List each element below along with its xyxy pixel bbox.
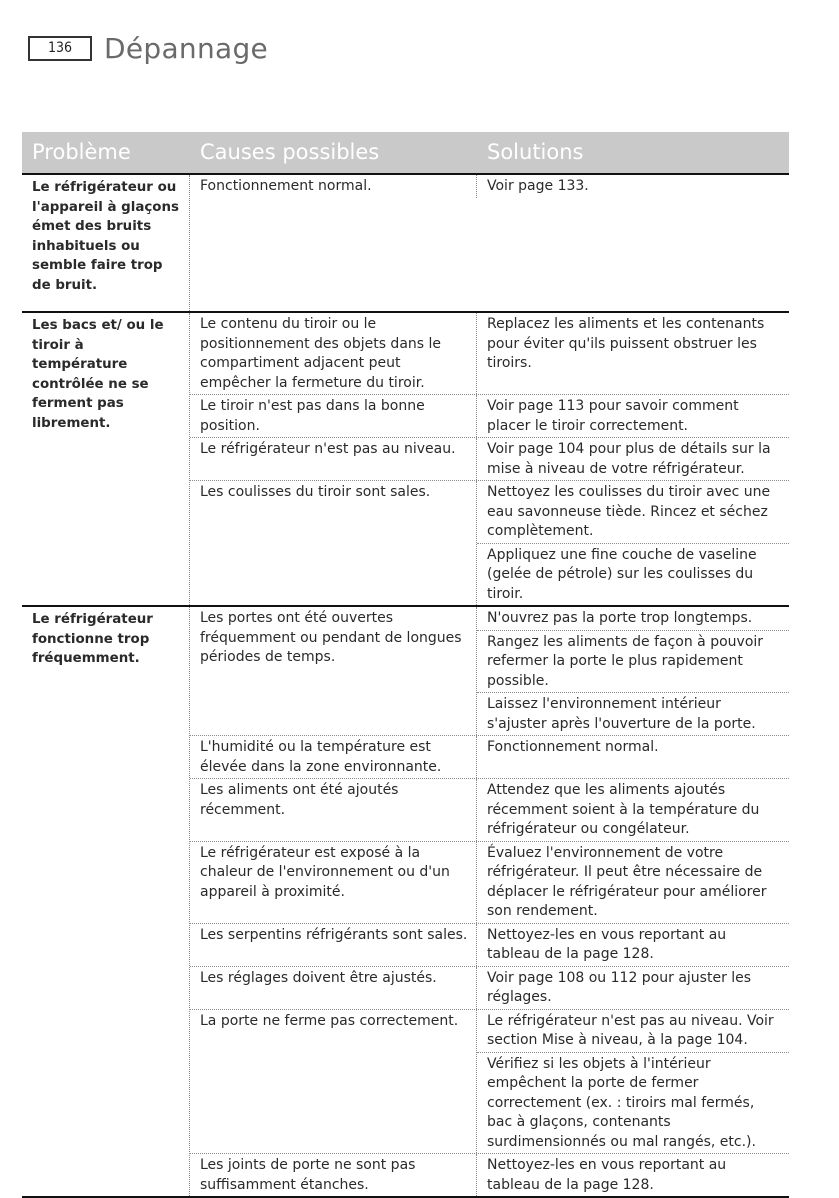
- solution-text: Nettoyez-les en vous reportant au tableau de la page 128.: [487, 1157, 727, 1193]
- header-problem: Problème: [32, 140, 131, 164]
- cause-row: [190, 394, 789, 437]
- cause-row: [190, 607, 789, 735]
- table-header: [22, 132, 789, 175]
- solution-text: N'ouvrez pas la porte trop longtemps.: [487, 610, 753, 626]
- problem-group: [22, 175, 789, 313]
- problem-label: Le réfrigérateur fonctionne trop fréquemment.: [22, 607, 190, 1196]
- solution-text: Attendez que les aliments ajoutés récemment soient à la température du réfrigérateur ou congélateur.: [487, 782, 760, 837]
- page-number: 136: [28, 36, 92, 61]
- cause-text: Les serpentins réfrigérants sont sales.: [190, 924, 477, 966]
- problem-group: [22, 313, 789, 607]
- solution-text: Nettoyez-les en vous reportant au tableau de la page 128.: [487, 926, 727, 962]
- solution-text: Vérifiez si les objets à l'intérieur empêchent la porte de fermer correctement (ex. : tiroirs mal fermés, bac à glaçons, contenants surdimensionnés ou mal rangés, etc.).: [477, 1052, 789, 1154]
- cause-text: Les coulisses du tiroir sont sales.: [190, 481, 477, 605]
- cause-row: [190, 778, 789, 841]
- solution-text: Le réfrigérateur n'est pas au niveau. Voir section Mise à niveau, à la page 104.: [487, 1012, 774, 1048]
- cause-text: La porte ne ferme pas correctement.: [190, 1010, 477, 1154]
- cause-text: Le tiroir n'est pas dans la bonne position.: [190, 395, 477, 437]
- cause-row: [190, 1153, 789, 1196]
- cause-text: Le réfrigérateur est exposé à la chaleur de l'environnement ou d'un appareil à proximité.: [190, 842, 477, 923]
- cause-row: [190, 313, 789, 394]
- page-header: [28, 32, 268, 64]
- cause-row: [190, 735, 789, 778]
- cause-text: Fonctionnement normal.: [190, 175, 477, 198]
- header-causes: Causes possibles: [200, 140, 380, 164]
- problem-label: Les bacs et/ ou le tiroir à température contrôlée ne se ferment pas librement.: [22, 313, 190, 605]
- cause-row: [190, 480, 789, 605]
- cause-row: [190, 923, 789, 966]
- problem-group: [22, 607, 789, 1198]
- cause-row: [190, 437, 789, 480]
- solution-text: Fonctionnement normal.: [487, 739, 659, 755]
- cause-text: Le contenu du tiroir ou le positionnement des objets dans le compartiment adjacent peut empêcher la fermeture du tiroir.: [190, 313, 477, 394]
- solution-text: Voir page 108 ou 112 pour ajuster les réglages.: [487, 969, 752, 1005]
- solution-text: Laissez l'environnement intérieur s'ajuster après l'ouverture de la porte.: [477, 692, 789, 735]
- cause-row: [190, 1009, 789, 1154]
- cause-row: [190, 175, 789, 198]
- cause-row: [190, 841, 789, 923]
- cause-text: Les aliments ont été ajoutés récemment.: [190, 779, 477, 841]
- solution-text: Rangez les aliments de façon à pouvoir refermer la porte le plus rapidement possible.: [477, 630, 789, 693]
- troubleshooting-table: [22, 132, 789, 1198]
- solution-text: Nettoyez les coulisses du tiroir avec une eau savonneuse tiède. Rincez et séchez complètement.: [487, 484, 771, 539]
- page-title: Dépannage: [104, 31, 269, 65]
- solution-text: Évaluez l'environnement de votre réfrigérateur. Il peut être nécessaire de déplacer le réfrigérateur pour améliorer son rendement.: [487, 844, 767, 919]
- solution-text: Voir page 113 pour savoir comment placer le tiroir correctement.: [487, 398, 739, 434]
- cause-text: Le réfrigérateur n'est pas au niveau.: [190, 438, 477, 480]
- problem-label: Le réfrigérateur ou l'appareil à glaçons émet des bruits inhabituels ou semble faire trop de bruit.: [22, 175, 190, 311]
- header-solutions: Solutions: [487, 140, 584, 164]
- cause-text: Les réglages doivent être ajustés.: [190, 967, 477, 1009]
- cause-text: Les joints de porte ne sont pas suffisamment étanches.: [190, 1154, 477, 1196]
- solution-text: Replacez les aliments et les contenants pour éviter qu'ils puissent obstruer les tiroirs.: [487, 316, 765, 371]
- cause-text: L'humidité ou la température est élevée dans la zone environnante.: [190, 736, 477, 778]
- cause-text: Les portes ont été ouvertes fréquemment ou pendant de longues périodes de temps.: [190, 607, 477, 735]
- solution-text: Voir page 133.: [487, 178, 589, 194]
- cause-row: [190, 966, 789, 1009]
- solution-text: Appliquez une fine couche de vaseline (gelée de pétrole) sur les coulisses du tiroir.: [477, 543, 789, 606]
- solution-text: Voir page 104 pour plus de détails sur la mise à niveau de votre réfrigérateur.: [487, 441, 771, 477]
